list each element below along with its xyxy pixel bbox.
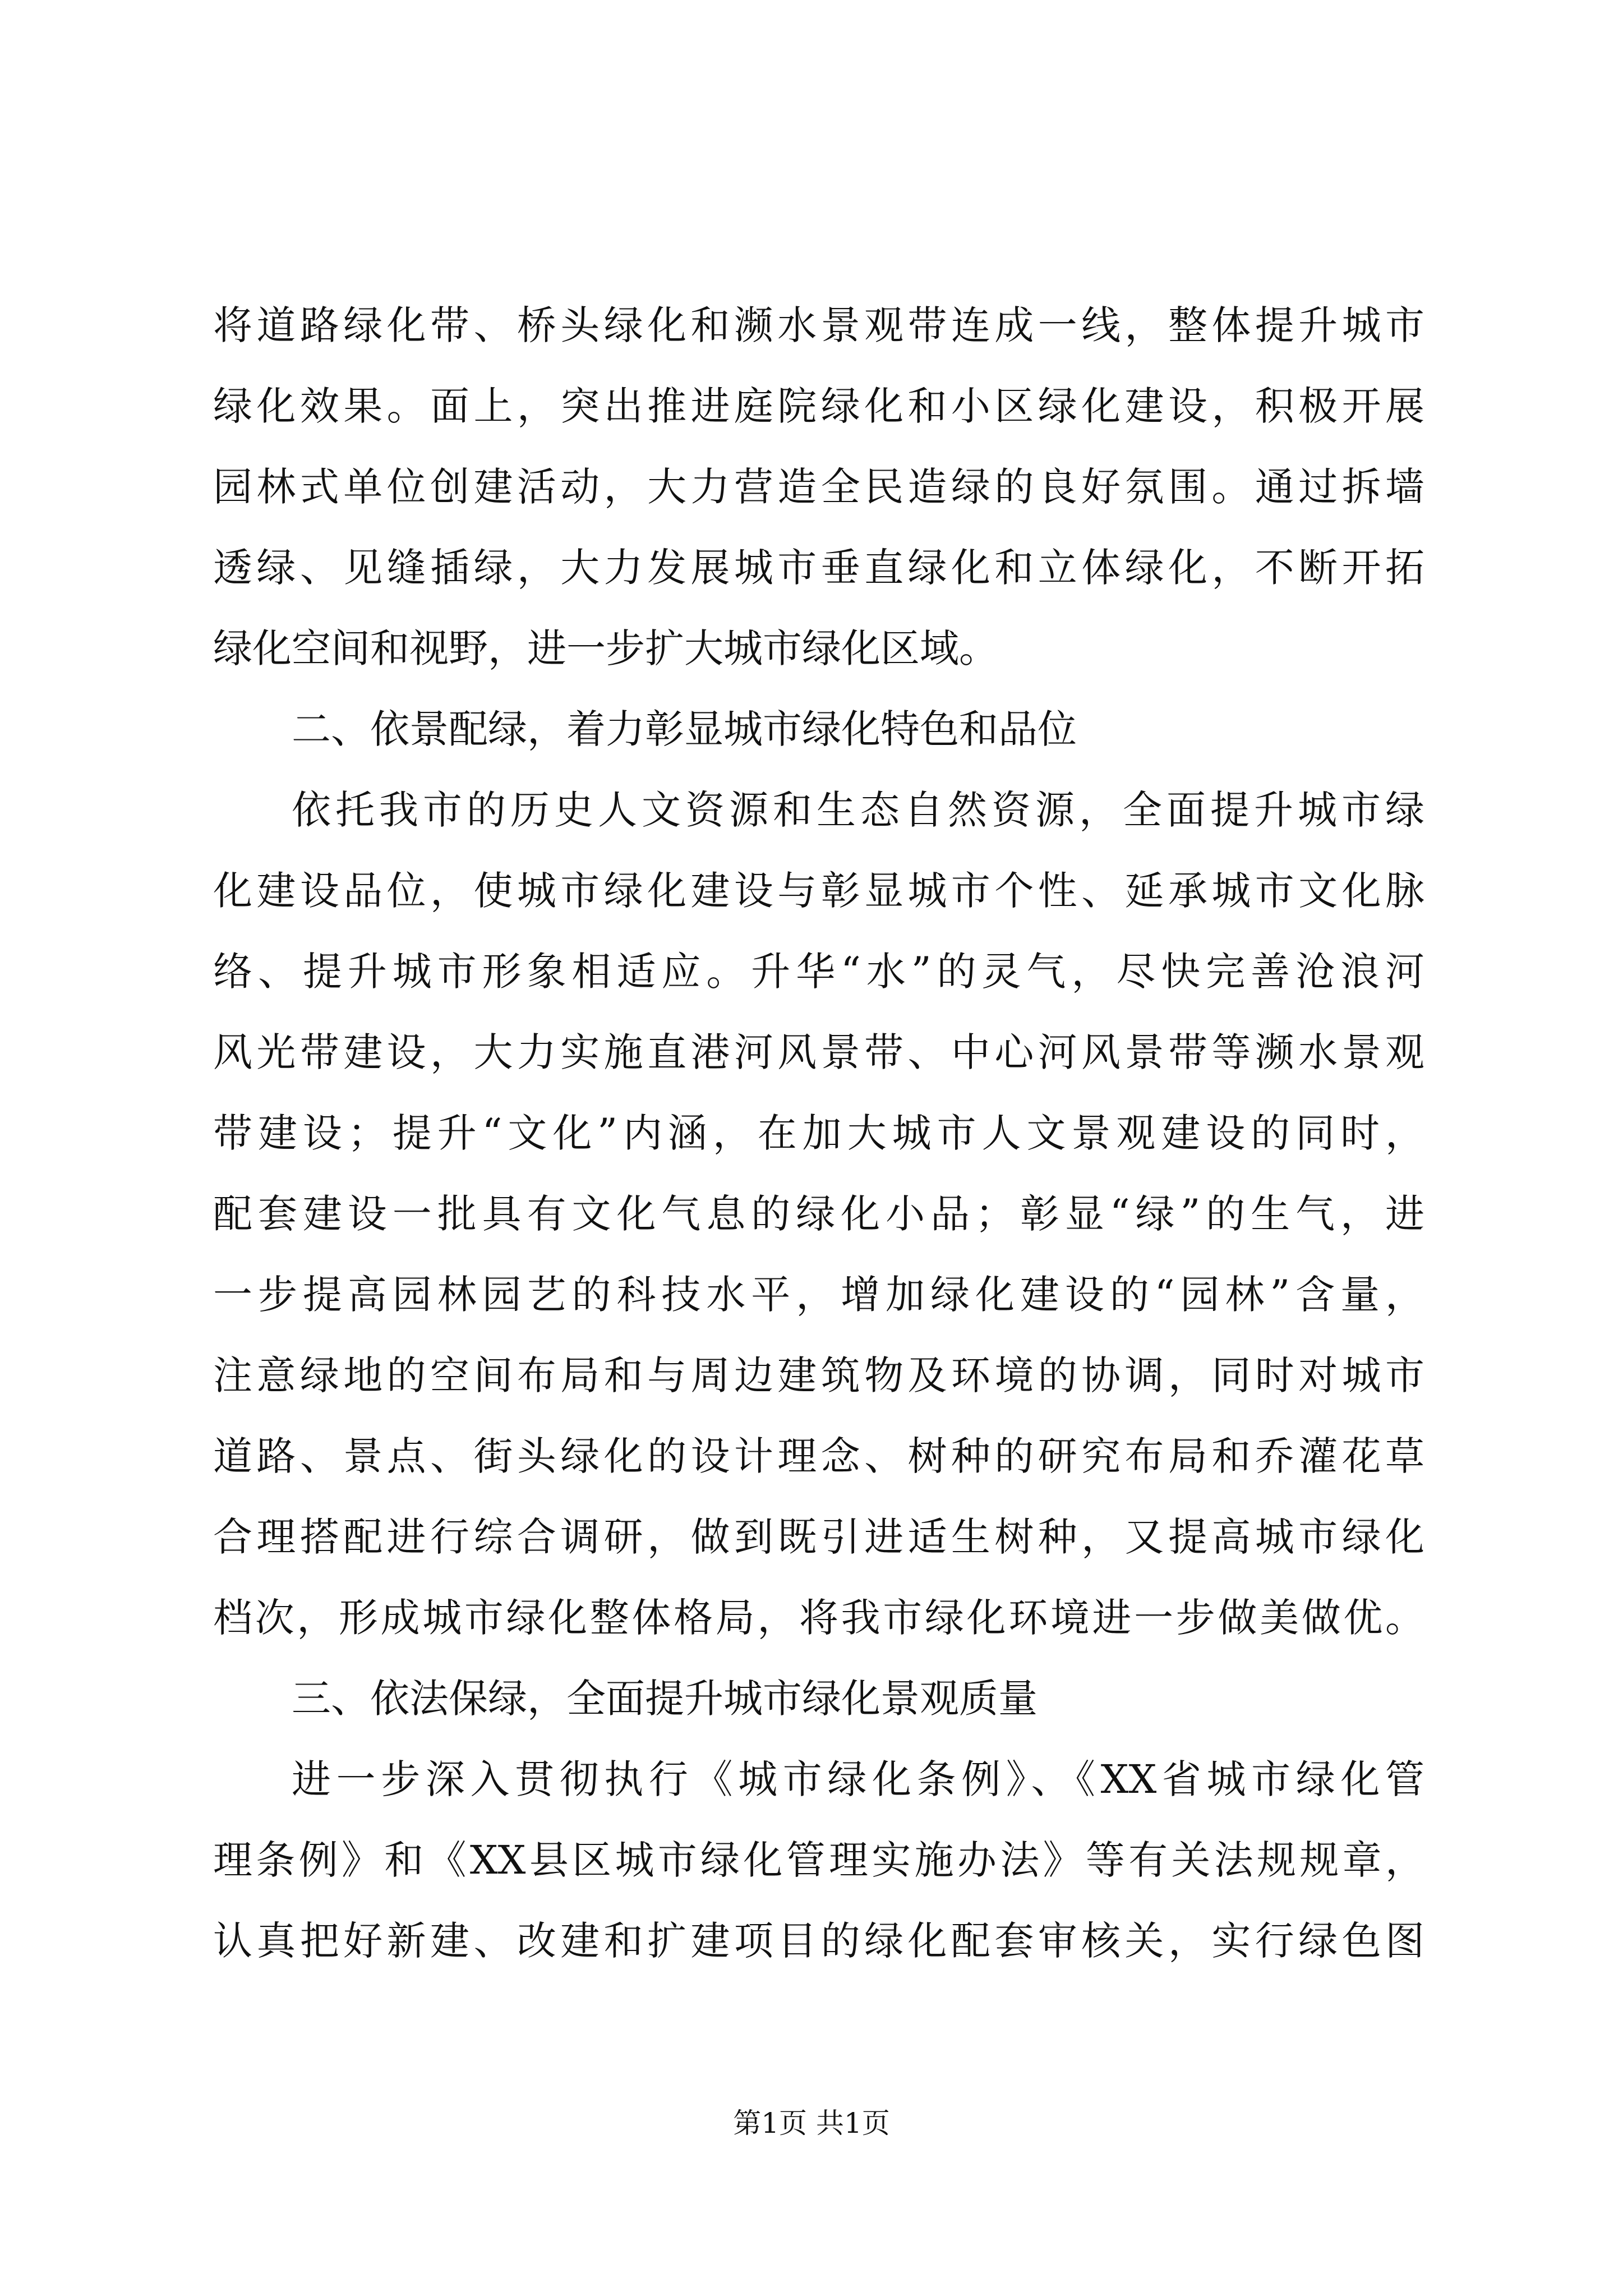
text-line: 园林式单位创建活动，大力营造全民造绿的良好氛围。通过拆墙 <box>213 464 1424 510</box>
text-line: 一步提高园林园艺的科技水平，增加绿化建设的“园林”含量， <box>213 1272 1424 1318</box>
text-line: 依托我市的历史人文资源和生态自然资源，全面提升城市绿 <box>292 787 1424 833</box>
text-line: 进一步深入贯彻执行《城市绿化条例》、《XX省城市绿化管 <box>292 1756 1424 1802</box>
text-line: 将道路绿化带、桥头绿化和濒水景观带连成一线，整体提升城市 <box>213 302 1424 348</box>
text-line: 绿化空间和视野，进一步扩大城市绿化区域。 <box>213 625 998 671</box>
text-line: 带建设；提升“文化”内涵，在加大城市人文景观建设的同时， <box>213 1110 1424 1156</box>
text-line: 合理搭配进行综合调研，做到既引进适生树种，又提高城市绿化 <box>213 1514 1424 1560</box>
text-line: 化建设品位，使城市绿化建设与彰显城市个性、延承城市文化脉 <box>213 868 1424 914</box>
text-line: 档次，形成城市绿化整体格局，将我市绿化环境进一步做美做优。 <box>213 1595 1424 1641</box>
text-line: 透绿、见缝插绿，大力发展城市垂直绿化和立体绿化，不断开拓 <box>213 545 1424 591</box>
page-footer: 第1页 共1页 <box>733 2107 890 2139</box>
text-line: 配套建设一批具有文化气息的绿化小品；彰显“绿”的生气，进 <box>213 1191 1424 1237</box>
document-body <box>213 285 1424 1981</box>
text-line: 风光带建设，大力实施直港河风景带、中心河风景带等濒水景观 <box>213 1029 1424 1075</box>
text-line: 道路、景点、街头绿化的设计理念、树种的研究布局和乔灌花草 <box>213 1433 1424 1479</box>
text-line: 理条例》和《XX县区城市绿化管理实施办法》等有关法规规章， <box>213 1837 1424 1883</box>
text-line: 三、依法保绿，全面提升城市绿化景观质量 <box>292 1676 1038 1722</box>
text-line: 二、依景配绿，着力彰显城市绿化特色和品位 <box>292 706 1077 752</box>
text-line: 注意绿地的空间布局和与周边建筑物及环境的协调，同时对城市 <box>213 1352 1424 1398</box>
text-line: 绿化效果。面上，突出推进庭院绿化和小区绿化建设，积极开展 <box>213 383 1424 429</box>
text-line: 认真把好新建、改建和扩建项目的绿化配套审核关，实行绿色图 <box>213 1918 1424 1964</box>
text-line: 络、提升城市形象相适应。升华“水”的灵气，尽快完善沧浪河 <box>213 949 1424 995</box>
